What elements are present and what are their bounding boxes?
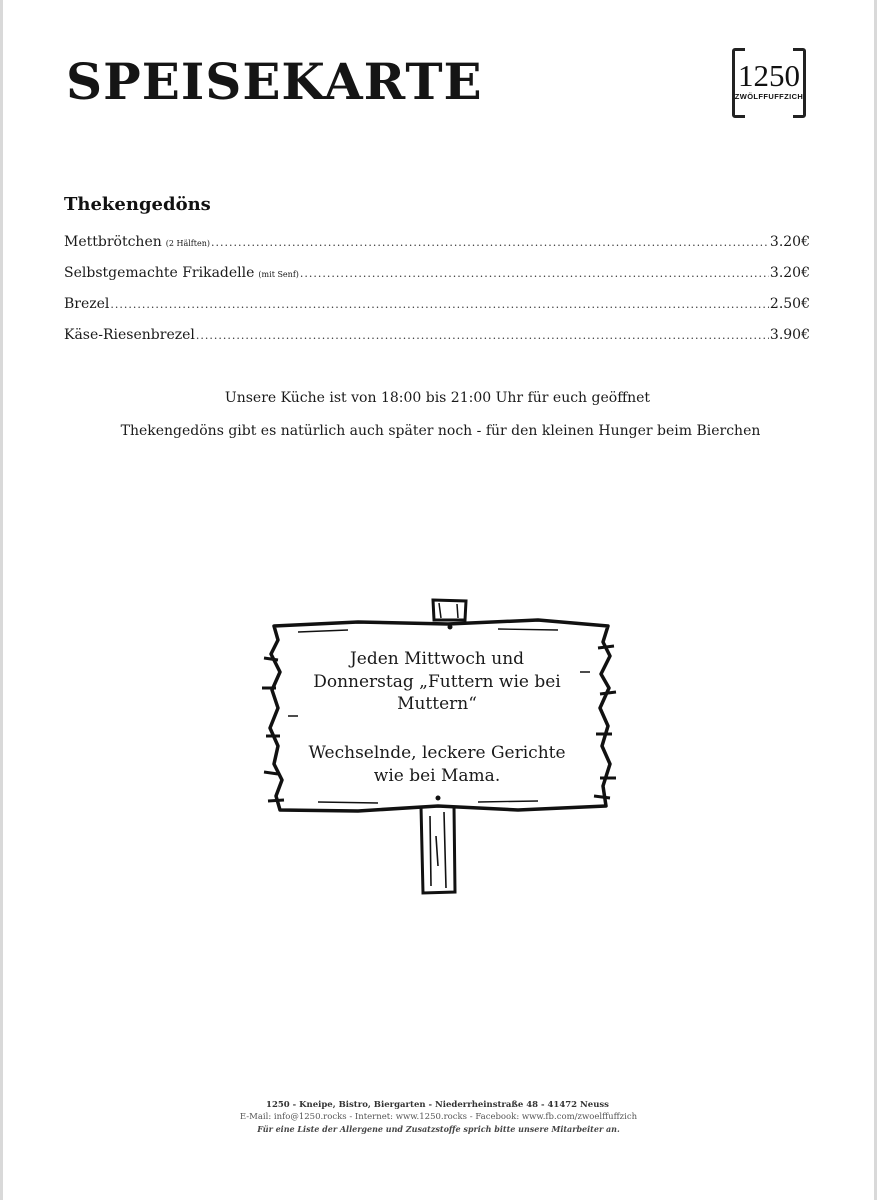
- page-title: SPEISEKARTE: [66, 52, 483, 111]
- menu-list: [64, 234, 810, 358]
- menu-item-name: Brezel: [64, 296, 110, 312]
- late-snack-note: Thekengedöns gibt es natürlich auch später noch - für den kleinen Hunger beim Bierchen: [120, 423, 761, 439]
- dot-leader: [300, 267, 769, 280]
- dot-leader: [211, 236, 769, 249]
- menu-item-note: (mit Senf): [258, 270, 299, 279]
- dot-leader: [110, 298, 769, 311]
- sign-text-sub: Wechselnde, leckere Gerichte wie bei Mama.: [308, 743, 566, 786]
- footer-address: 1250 - Kneipe, Bistro, Biergarten - Niederrheinstraße 48 - 41472 Neuss: [266, 1100, 609, 1110]
- menu-item-note: (2 Hälften): [165, 239, 210, 248]
- menu-item-price: 3.20€: [769, 234, 810, 250]
- kitchen-hours-note: Unsere Küche ist von 18:00 bis 21:00 Uhr für euch geöffnet: [224, 390, 651, 406]
- menu-item-name: Mettbrötchen: [64, 234, 162, 250]
- menu-item-price: 3.90€: [769, 327, 810, 343]
- logo-number: 1250: [738, 58, 800, 93]
- menu-item: [64, 296, 810, 327]
- menu-item-name: Selbstgemachte Frikadelle: [64, 265, 255, 281]
- menu-item: [64, 265, 810, 296]
- menu-item: [64, 234, 810, 265]
- menu-item: [64, 327, 810, 358]
- menu-item-name: Käse-Riesenbrezel: [64, 327, 195, 343]
- footer-allergen-note: Für eine Liste der Allergene und Zusatzstoffe sprich bitte unsere Mitarbeiter an.: [257, 1124, 620, 1134]
- dot-leader: [196, 329, 769, 342]
- footer-contact: E-Mail: info@1250.rocks - Internet: www.1250.rocks - Facebook: www.fb.com/zwoelffuffzich: [239, 1112, 638, 1122]
- sign-text-main: Jeden Mittwoch und Donnerstag „Futtern wie bei Muttern“: [313, 649, 561, 714]
- page-edge-left: [0, 0, 3, 1200]
- wooden-sign: [258, 596, 620, 896]
- menu-item-price: 2.50€: [769, 296, 810, 312]
- menu-item-price: 3.20€: [769, 265, 810, 281]
- brand-logo: [732, 48, 806, 118]
- section-title: Thekengedöns: [64, 194, 211, 215]
- logo-subtitle: ZWÖLFFUFFZICH: [734, 92, 804, 101]
